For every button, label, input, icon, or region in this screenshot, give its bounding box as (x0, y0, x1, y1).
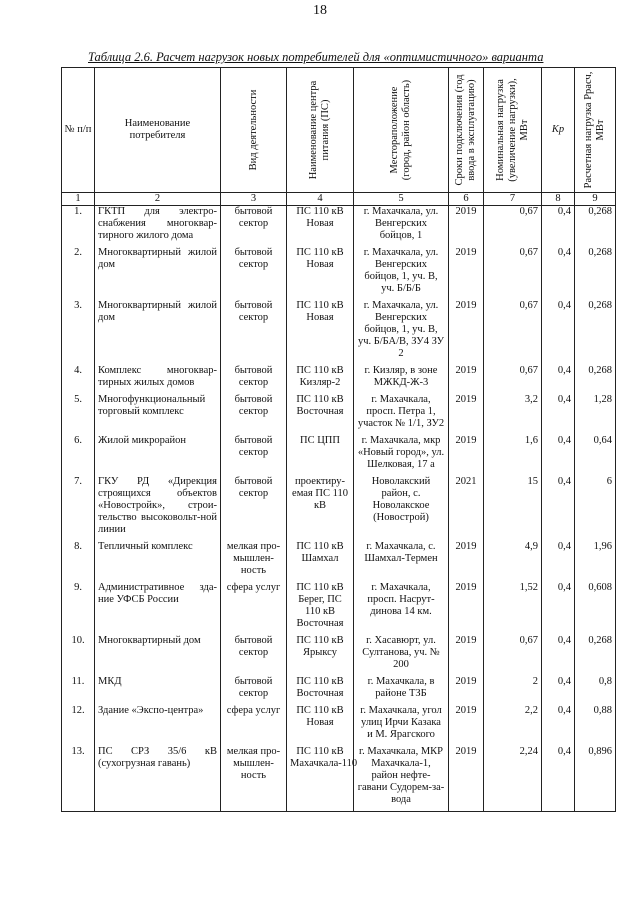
nominal-load: 1,6 (484, 435, 542, 476)
header-center: Наименование центра питания (ПС) (287, 68, 354, 193)
consumer-name: Комплекс многоквар-тирных жилых домов (95, 365, 221, 394)
power-center: ПС 110 кВ Ярыксу (287, 635, 354, 676)
power-center: ПС 110 кВ Восточная (287, 676, 354, 705)
calculated-load: 0,268 (575, 300, 616, 365)
table-row (62, 476, 616, 541)
activity-type: бытовой сектор (221, 676, 287, 705)
table-row (62, 247, 616, 300)
kr-value: 0,4 (542, 635, 575, 676)
row-number: 1. (62, 206, 95, 248)
row-number: 2. (62, 247, 95, 300)
kr-value: 0,4 (542, 746, 575, 812)
header-name: Наименование потребителя (95, 68, 221, 193)
row-number: 8. (62, 541, 95, 582)
connection-year: 2019 (449, 206, 484, 248)
table-row (62, 705, 616, 746)
power-center: ПС 110 кВ Новая (287, 206, 354, 248)
connection-year: 2019 (449, 582, 484, 635)
table-row (62, 676, 616, 705)
table-row (62, 635, 616, 676)
header-location: Местораположение (город, район область) (354, 68, 449, 193)
consumer-name: Жилой микрорайон (95, 435, 221, 476)
activity-type: бытовой сектор (221, 247, 287, 300)
connection-year: 2019 (449, 676, 484, 705)
kr-value: 0,4 (542, 300, 575, 365)
row-number: 3. (62, 300, 95, 365)
table-row (62, 746, 616, 812)
nominal-load: 0,67 (484, 300, 542, 365)
activity-type: сфера услуг (221, 705, 287, 746)
row-number: 7. (62, 476, 95, 541)
column-number: 8 (542, 193, 575, 206)
row-number: 11. (62, 676, 95, 705)
kr-value: 0,4 (542, 582, 575, 635)
calculated-load: 0,268 (575, 365, 616, 394)
table-row (62, 365, 616, 394)
column-number: 6 (449, 193, 484, 206)
table-row (62, 394, 616, 435)
location: г. Махачкала, мкр «Новый город», ул. Шелковая, 17 а (354, 435, 449, 476)
activity-type: бытовой сектор (221, 435, 287, 476)
activity-type: бытовой сектор (221, 635, 287, 676)
nominal-load: 0,67 (484, 365, 542, 394)
calculated-load: 0,268 (575, 635, 616, 676)
activity-type: бытовой сектор (221, 365, 287, 394)
kr-value: 0,4 (542, 206, 575, 248)
consumer-name: Многофункциональный торговый комплекс (95, 394, 221, 435)
nominal-load: 3,2 (484, 394, 542, 435)
location: г. Махачкала, ул. Венгерских бойцов, 1, уч. В, уч. Б/БА/В, ЗУ4 ЗУ 2 (354, 300, 449, 365)
kr-value: 0,4 (542, 365, 575, 394)
activity-type: сфера услуг (221, 582, 287, 635)
power-center: ПС ЦПП (287, 435, 354, 476)
consumer-name: ПС СРЗ 35/6 кВ (сухогрузная гавань) (95, 746, 221, 812)
consumer-name: ГКУ РД «Дирекция строящихся объектов «Новостройк», строи-тельство высоковольт-ной линии (95, 476, 221, 541)
column-number: 3 (221, 193, 287, 206)
header-terms: Сроки подключения (год ввода в эксплуатацию) (449, 68, 484, 193)
connection-year: 2019 (449, 746, 484, 812)
consumer-name: МКД (95, 676, 221, 705)
consumer-name: Административное зда-ние УФСБ России (95, 582, 221, 635)
location: г. Махачкала, в районе ТЗБ (354, 676, 449, 705)
connection-year: 2019 (449, 705, 484, 746)
load-table (61, 67, 616, 812)
row-number: 13. (62, 746, 95, 812)
kr-value: 0,4 (542, 676, 575, 705)
kr-value: 0,4 (542, 705, 575, 746)
column-number: 4 (287, 193, 354, 206)
column-number: 2 (95, 193, 221, 206)
nominal-load: 2 (484, 676, 542, 705)
calculated-load: 1,96 (575, 541, 616, 582)
activity-type: бытовой сектор (221, 300, 287, 365)
column-number-row (62, 193, 616, 206)
power-center: ПС 110 кВ Новая (287, 705, 354, 746)
connection-year: 2019 (449, 300, 484, 365)
table-caption: Таблица 2.6. Расчет нагрузок новых потребителей для «оптимистичного» варианта (88, 50, 544, 64)
table-row (62, 206, 616, 248)
row-number: 9. (62, 582, 95, 635)
nominal-load: 0,67 (484, 635, 542, 676)
connection-year: 2019 (449, 541, 484, 582)
column-number: 5 (354, 193, 449, 206)
header-num: № п/п (62, 68, 95, 193)
consumer-name: Многоквартирный дом (95, 635, 221, 676)
location: г. Махачкала, просп. Насрут-динова 14 км. (354, 582, 449, 635)
consumer-name: ГКТП для электро-снабжения многоквар-тирного жилого дома (95, 206, 221, 248)
connection-year: 2019 (449, 247, 484, 300)
activity-type: мелкая про-мышлен-ность (221, 541, 287, 582)
calculated-load: 0,64 (575, 435, 616, 476)
page-number: 18 (313, 3, 327, 18)
column-number: 7 (484, 193, 542, 206)
nominal-load: 0,67 (484, 206, 542, 248)
consumer-name: Многоквартирный жилой дом (95, 300, 221, 365)
consumer-name: Здание «Экспо-центра» (95, 705, 221, 746)
calculated-load: 0,268 (575, 247, 616, 300)
header-activity: Вид деятельности (221, 68, 287, 193)
kr-value: 0,4 (542, 541, 575, 582)
nominal-load: 15 (484, 476, 542, 541)
activity-type: мелкая про-мышлен-ность (221, 746, 287, 812)
location: г. Махачкала, МКР Махачкала-1, район нефте-гавани Судорем-за-вода (354, 746, 449, 812)
location: г. Махачкала, просп. Петра 1, участок № 1/1, ЗУ2 (354, 394, 449, 435)
calculated-load: 0,8 (575, 676, 616, 705)
location: г. Махачкала, с. Шамхал-Термен (354, 541, 449, 582)
nominal-load: 2,2 (484, 705, 542, 746)
power-center: проектиру-емая ПС 110 кВ (287, 476, 354, 541)
kr-value: 0,4 (542, 247, 575, 300)
connection-year: 2019 (449, 635, 484, 676)
activity-type: бытовой сектор (221, 206, 287, 248)
row-number: 12. (62, 705, 95, 746)
connection-year: 2019 (449, 394, 484, 435)
nominal-load: 4,9 (484, 541, 542, 582)
table-row (62, 582, 616, 635)
kr-value: 0,4 (542, 394, 575, 435)
connection-year: 2019 (449, 435, 484, 476)
location: г. Кизляр, в зоне МЖКД-Ж-3 (354, 365, 449, 394)
activity-type: бытовой сектор (221, 476, 287, 541)
table-row (62, 300, 616, 365)
kr-value: 0,4 (542, 476, 575, 541)
power-center: ПС 110 кВ Новая (287, 300, 354, 365)
table-row (62, 541, 616, 582)
kr-value: 0,4 (542, 435, 575, 476)
calculated-load: 6 (575, 476, 616, 541)
power-center: ПС 110 кВ Восточная (287, 394, 354, 435)
power-center: ПС 110 кВ Шамхал (287, 541, 354, 582)
row-number: 5. (62, 394, 95, 435)
calculated-load: 0,268 (575, 206, 616, 248)
calculated-load: 0,88 (575, 705, 616, 746)
power-center: ПС 110 кВ Берег, ПС 110 кВ Восточная (287, 582, 354, 635)
nominal-load: 2,24 (484, 746, 542, 812)
location: г. Хасавюрт, ул. Султанова, уч. № 200 (354, 635, 449, 676)
nominal-load: 1,52 (484, 582, 542, 635)
calculated-load: 1,28 (575, 394, 616, 435)
column-number: 1 (62, 193, 95, 206)
location: г. Махачкала, ул. Венгерских бойцов, 1 (354, 206, 449, 248)
header-calc: Расчетная нагрузка Ррасч, МВт (575, 68, 616, 193)
row-number: 10. (62, 635, 95, 676)
consumer-name: Тепличный комплекс (95, 541, 221, 582)
calculated-load: 0,896 (575, 746, 616, 812)
power-center: ПС 110 кВ Кизляр-2 (287, 365, 354, 394)
activity-type: бытовой сектор (221, 394, 287, 435)
header-nominal: Номинальная нагрузка (увеличение нагрузки), МВт (484, 68, 542, 193)
nominal-load: 0,67 (484, 247, 542, 300)
connection-year: 2021 (449, 476, 484, 541)
location: г. Махачкала, ул. Венгерских бойцов, 1, уч. В, уч. Б/Б/Б (354, 247, 449, 300)
column-number: 9 (575, 193, 616, 206)
consumer-name: Многоквартирный жилой дом (95, 247, 221, 300)
table-row (62, 435, 616, 476)
location: Новолакский район, с. Новолакское (Новострой) (354, 476, 449, 541)
row-number: 6. (62, 435, 95, 476)
location: г. Махачкала, угол улиц Ирчи Казака и М. Ярагского (354, 705, 449, 746)
connection-year: 2019 (449, 365, 484, 394)
calculated-load: 0,608 (575, 582, 616, 635)
header-kr: Кр (542, 68, 575, 193)
power-center: ПС 110 кВ Махачкала-110 (287, 746, 354, 812)
row-number: 4. (62, 365, 95, 394)
power-center: ПС 110 кВ Новая (287, 247, 354, 300)
